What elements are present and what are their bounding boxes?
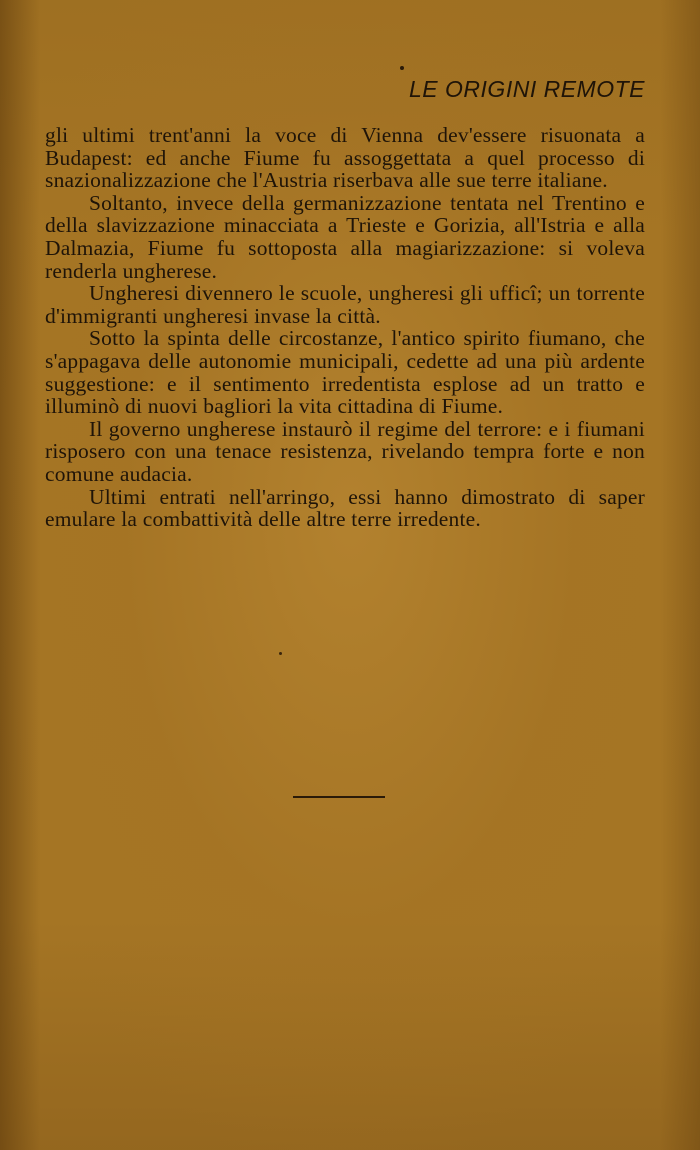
- paragraph: Sotto la spinta delle circostanze, l'antico spirito fiumano, che s'appagava delle autonomie municipali, cedette ad una più ardente suggestione: e il sentimento irredentista esplose ad un tratto e illuminò di nuovi bagliori la vita cittadina di Fiume.: [45, 326, 645, 419]
- paragraph: gli ultimi trent'anni la voce di Vienna dev'essere risuonata a Budapest: ed anche Fiume fu assoggettata a quel processo di snazionalizzazione che l'Austria riserbava alle sue terre italiane.: [45, 123, 645, 193]
- paragraph: Ungheresi divennero le scuole, ungheresi gli ufficî; un torrente d'immigranti ungheresi invase la città.: [45, 281, 645, 328]
- body-text: [45, 124, 645, 531]
- paragraph: Soltanto, invece della germanizzazione tentata nel Trentino e della slavizzazione minacciata a Trieste e Gorizia, all'Istria e alla Dalmazia, Fiume fu sottoposta alla magiarizzazione: si voleva renderla ungherese.: [45, 190, 645, 283]
- paragraph: Il governo ungherese instaurò il regime del terrore: e i fiumani risposero con una tenace resistenza, rivelando tempra forte e non comune audacia.: [45, 416, 645, 486]
- section-end-rule: [293, 796, 385, 798]
- running-head: LE ORIGINI REMOTE: [409, 76, 645, 102]
- paragraph: Ultimi entrati nell'arringo, essi hanno dimostrato di saper emulare la combattività delle altre terre irredente.: [45, 484, 645, 532]
- ink-speck: [279, 652, 282, 655]
- ink-dot: [400, 66, 404, 70]
